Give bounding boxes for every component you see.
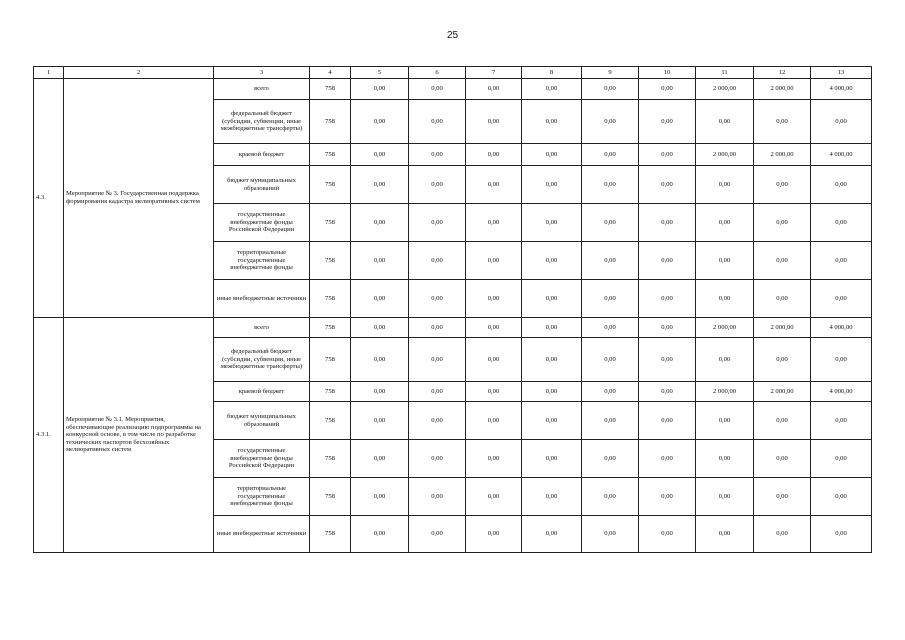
amount-cell: 0,00 xyxy=(639,382,696,402)
funding-source: государственные внебюджетные фонды Российской Федерации xyxy=(214,204,310,242)
amount-cell: 0,00 xyxy=(409,402,466,440)
budget-code: 758 xyxy=(310,516,351,553)
amount-cell: 2 000,00 xyxy=(754,318,811,338)
budget-code: 758 xyxy=(310,204,351,242)
amount-cell: 0,00 xyxy=(696,402,754,440)
amount-cell: 0,00 xyxy=(409,338,466,382)
amount-cell: 0,00 xyxy=(582,166,639,204)
amount-cell: 0,00 xyxy=(466,166,522,204)
funding-source: бюджет муниципальных образований xyxy=(214,402,310,440)
amount-cell: 2 000,00 xyxy=(754,144,811,166)
budget-code: 758 xyxy=(310,338,351,382)
amount-cell: 0,00 xyxy=(639,100,696,144)
funding-source: всего xyxy=(214,318,310,338)
amount-cell: 0,00 xyxy=(409,242,466,280)
budget-code: 758 xyxy=(310,478,351,516)
funding-source: государственные внебюджетные фонды Российской Федерации xyxy=(214,440,310,478)
amount-cell: 0,00 xyxy=(409,100,466,144)
column-header: 10 xyxy=(639,67,696,79)
amount-cell: 0,00 xyxy=(522,79,582,100)
column-header: 5 xyxy=(351,67,409,79)
amount-cell: 0,00 xyxy=(639,79,696,100)
amount-cell: 0,00 xyxy=(582,280,639,318)
amount-cell: 0,00 xyxy=(351,280,409,318)
amount-cell: 4 000,00 xyxy=(811,144,872,166)
amount-cell: 0,00 xyxy=(582,100,639,144)
amount-cell: 0,00 xyxy=(351,338,409,382)
column-header: 4 xyxy=(310,67,351,79)
budget-code: 758 xyxy=(310,242,351,280)
measure-name: Мероприятие № 3. Государственная поддержка формирования кадастра мелиоративных систем xyxy=(64,79,214,318)
amount-cell: 0,00 xyxy=(466,440,522,478)
amount-cell: 0,00 xyxy=(466,478,522,516)
table-body xyxy=(34,79,872,553)
column-header: 9 xyxy=(582,67,639,79)
funding-source: территориальные государственные внебюджетные фонды xyxy=(214,242,310,280)
amount-cell: 4 000,00 xyxy=(811,382,872,402)
budget-code: 758 xyxy=(310,318,351,338)
amount-cell: 0,00 xyxy=(351,402,409,440)
amount-cell: 0,00 xyxy=(582,144,639,166)
amount-cell: 0,00 xyxy=(466,338,522,382)
amount-cell: 0,00 xyxy=(466,402,522,440)
amount-cell: 0,00 xyxy=(639,478,696,516)
budget-table xyxy=(33,66,872,553)
amount-cell: 0,00 xyxy=(466,242,522,280)
amount-cell: 0,00 xyxy=(351,382,409,402)
amount-cell: 0,00 xyxy=(811,402,872,440)
amount-cell: 0,00 xyxy=(639,242,696,280)
amount-cell: 0,00 xyxy=(522,338,582,382)
budget-code: 758 xyxy=(310,280,351,318)
amount-cell: 0,00 xyxy=(522,242,582,280)
amount-cell: 0,00 xyxy=(351,440,409,478)
amount-cell: 2 000,00 xyxy=(696,79,754,100)
amount-cell: 0,00 xyxy=(466,204,522,242)
amount-cell: 0,00 xyxy=(754,440,811,478)
amount-cell: 0,00 xyxy=(522,402,582,440)
column-header: 13 xyxy=(811,67,872,79)
amount-cell: 0,00 xyxy=(351,204,409,242)
funding-source: всего xyxy=(214,79,310,100)
amount-cell: 0,00 xyxy=(811,338,872,382)
budget-code: 758 xyxy=(310,440,351,478)
amount-cell: 0,00 xyxy=(409,382,466,402)
amount-cell: 0,00 xyxy=(582,79,639,100)
amount-cell: 0,00 xyxy=(811,478,872,516)
budget-code: 758 xyxy=(310,402,351,440)
amount-cell: 0,00 xyxy=(639,144,696,166)
amount-cell: 0,00 xyxy=(409,166,466,204)
amount-cell: 0,00 xyxy=(696,338,754,382)
budget-code: 758 xyxy=(310,144,351,166)
amount-cell: 0,00 xyxy=(754,204,811,242)
amount-cell: 0,00 xyxy=(522,478,582,516)
amount-cell: 0,00 xyxy=(639,280,696,318)
amount-cell: 0,00 xyxy=(409,516,466,553)
amount-cell: 0,00 xyxy=(696,242,754,280)
amount-cell: 0,00 xyxy=(466,100,522,144)
funding-source: федеральный бюджет (субсидии, субвенции, иные межбюджетные трансферты) xyxy=(214,338,310,382)
column-header: 1 xyxy=(34,67,64,79)
amount-cell: 0,00 xyxy=(696,100,754,144)
amount-cell: 0,00 xyxy=(696,166,754,204)
measure-name: Мероприятие № 3.1. Мероприятия, обеспечивающие реализацию подпрограммы на конкурсной основе, в том числе по разработке технических паспортов бесхозяйных мелиоративных систем xyxy=(64,318,214,553)
amount-cell: 0,00 xyxy=(639,338,696,382)
budget-code: 758 xyxy=(310,382,351,402)
amount-cell: 0,00 xyxy=(696,516,754,553)
amount-cell: 0,00 xyxy=(754,338,811,382)
amount-cell: 0,00 xyxy=(811,204,872,242)
amount-cell: 0,00 xyxy=(351,318,409,338)
amount-cell: 0,00 xyxy=(466,144,522,166)
amount-cell: 0,00 xyxy=(522,280,582,318)
amount-cell: 0,00 xyxy=(754,100,811,144)
amount-cell: 0,00 xyxy=(582,440,639,478)
column-header: 12 xyxy=(754,67,811,79)
table-row xyxy=(34,318,872,338)
column-header: 3 xyxy=(214,67,310,79)
amount-cell: 0,00 xyxy=(754,280,811,318)
amount-cell: 0,00 xyxy=(639,166,696,204)
amount-cell: 0,00 xyxy=(582,204,639,242)
amount-cell: 0,00 xyxy=(754,242,811,280)
amount-cell: 0,00 xyxy=(522,318,582,338)
amount-cell: 0,00 xyxy=(582,478,639,516)
funding-source: иные внебюджетные источники xyxy=(214,516,310,553)
amount-cell: 0,00 xyxy=(351,144,409,166)
amount-cell: 0,00 xyxy=(639,204,696,242)
amount-cell: 0,00 xyxy=(466,79,522,100)
amount-cell: 0,00 xyxy=(466,382,522,402)
column-header: 8 xyxy=(522,67,582,79)
page-number: 25 xyxy=(446,30,459,41)
column-header: 2 xyxy=(64,67,214,79)
amount-cell: 0,00 xyxy=(582,516,639,553)
amount-cell: 0,00 xyxy=(351,478,409,516)
amount-cell: 0,00 xyxy=(409,318,466,338)
amount-cell: 0,00 xyxy=(754,516,811,553)
column-number-row xyxy=(34,67,872,79)
amount-cell: 0,00 xyxy=(696,280,754,318)
amount-cell: 0,00 xyxy=(522,144,582,166)
amount-cell: 0,00 xyxy=(582,242,639,280)
funding-source: бюджет муниципальных образований xyxy=(214,166,310,204)
amount-cell: 0,00 xyxy=(582,338,639,382)
amount-cell: 0,00 xyxy=(351,166,409,204)
item-number: 4.3. xyxy=(34,79,64,318)
amount-cell: 0,00 xyxy=(409,280,466,318)
amount-cell: 0,00 xyxy=(696,204,754,242)
amount-cell: 0,00 xyxy=(409,204,466,242)
amount-cell: 0,00 xyxy=(351,100,409,144)
table-row xyxy=(34,79,872,100)
item-number: 4.3.1. xyxy=(34,318,64,553)
amount-cell: 2 000,00 xyxy=(696,144,754,166)
amount-cell: 0,00 xyxy=(409,144,466,166)
amount-cell: 0,00 xyxy=(582,318,639,338)
funding-source: территориальные государственные внебюджетные фонды xyxy=(214,478,310,516)
amount-cell: 0,00 xyxy=(351,79,409,100)
amount-cell: 0,00 xyxy=(522,440,582,478)
amount-cell: 0,00 xyxy=(409,79,466,100)
amount-cell: 0,00 xyxy=(582,402,639,440)
amount-cell: 0,00 xyxy=(811,516,872,553)
amount-cell: 0,00 xyxy=(754,478,811,516)
amount-cell: 0,00 xyxy=(522,166,582,204)
amount-cell: 0,00 xyxy=(466,280,522,318)
funding-source: федеральный бюджет (субсидии, субвенции, иные межбюджетные трансферты) xyxy=(214,100,310,144)
column-header: 11 xyxy=(696,67,754,79)
budget-code: 758 xyxy=(310,166,351,204)
amount-cell: 0,00 xyxy=(351,242,409,280)
amount-cell: 0,00 xyxy=(466,516,522,553)
amount-cell: 0,00 xyxy=(351,516,409,553)
amount-cell: 0,00 xyxy=(696,440,754,478)
funding-source: краевой бюджет xyxy=(214,144,310,166)
budget-code: 758 xyxy=(310,100,351,144)
amount-cell: 0,00 xyxy=(522,100,582,144)
amount-cell: 0,00 xyxy=(811,166,872,204)
amount-cell: 0,00 xyxy=(811,440,872,478)
amount-cell: 0,00 xyxy=(811,280,872,318)
budget-code: 758 xyxy=(310,79,351,100)
amount-cell: 4 000,00 xyxy=(811,79,872,100)
amount-cell: 2 000,00 xyxy=(696,318,754,338)
amount-cell: 4 000,00 xyxy=(811,318,872,338)
amount-cell: 0,00 xyxy=(639,516,696,553)
amount-cell: 2 000,00 xyxy=(754,79,811,100)
column-header: 7 xyxy=(466,67,522,79)
amount-cell: 0,00 xyxy=(522,204,582,242)
amount-cell: 0,00 xyxy=(754,402,811,440)
amount-cell: 0,00 xyxy=(409,478,466,516)
amount-cell: 2 000,00 xyxy=(696,382,754,402)
amount-cell: 0,00 xyxy=(811,100,872,144)
funding-source: иные внебюджетные источники xyxy=(214,280,310,318)
amount-cell: 0,00 xyxy=(409,440,466,478)
amount-cell: 2 000,00 xyxy=(754,382,811,402)
amount-cell: 0,00 xyxy=(754,166,811,204)
amount-cell: 0,00 xyxy=(696,478,754,516)
amount-cell: 0,00 xyxy=(639,402,696,440)
amount-cell: 0,00 xyxy=(466,318,522,338)
column-header: 6 xyxy=(409,67,466,79)
amount-cell: 0,00 xyxy=(639,440,696,478)
amount-cell: 0,00 xyxy=(582,382,639,402)
funding-source: краевой бюджет xyxy=(214,382,310,402)
amount-cell: 0,00 xyxy=(522,516,582,553)
amount-cell: 0,00 xyxy=(639,318,696,338)
amount-cell: 0,00 xyxy=(522,382,582,402)
amount-cell: 0,00 xyxy=(811,242,872,280)
